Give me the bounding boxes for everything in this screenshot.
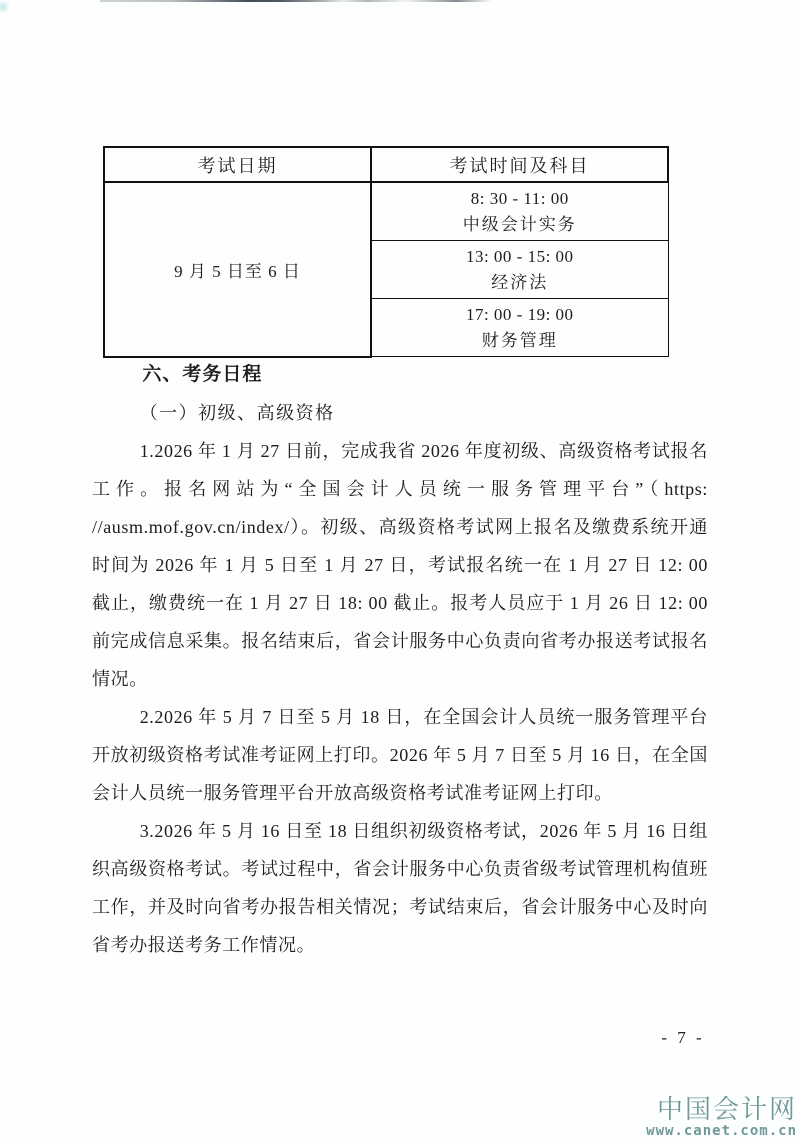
- session-1-subject: 中级会计实务: [462, 214, 577, 234]
- session-cell-2: [371, 241, 668, 299]
- table-header-row: [104, 147, 668, 182]
- section-heading: 六、考务日程: [142, 364, 263, 385]
- watermark-site-url: www.canet.com.cn: [646, 1123, 797, 1139]
- column-header-exam-time-subject: 考试时间及科目: [371, 147, 668, 182]
- paragraph-2: 2.2026 年 5 月 7 日至 5 月 18 日，在全国会计人员统一服务管理平台开放初级资格考试准考证网上打印。2026 年 5 月 7 日至 5 月 16 日，在全国会计人员统一服务管理平台开放高级资格考试准考证网上打印。: [92, 707, 708, 803]
- session-2-time: 13: 00 - 15: 00: [465, 246, 574, 266]
- paragraph-3: 3.2026 年 5 月 16 日至 18 日组织初级资格考试，2026 年 5 月 16 日组织高级资格考试。考试过程中，省会计服务中心负责省级考试管理机构值班工作，并及时向省考办报告相关情况；考试结束后，省会计服务中心及时向省考办报送考务工作情况。: [92, 821, 708, 955]
- exam-schedule-table: [103, 146, 669, 358]
- table-row: [104, 182, 668, 241]
- column-header-exam-date: 考试日期: [104, 147, 371, 182]
- session-3-subject: 财务管理: [481, 330, 558, 350]
- session-2-subject: 经济法: [491, 272, 549, 292]
- session-3-time: 17: 00 - 19: 00: [465, 304, 574, 324]
- subsection-heading: （一）初级、高级资格: [139, 403, 335, 423]
- scan-edge-artifact: [100, 0, 492, 2]
- page-number: - 7 -: [661, 1028, 705, 1047]
- session-cell-1: [371, 182, 668, 241]
- session-1-time: 8: 30 - 11: 00: [470, 188, 569, 208]
- corner-smudge-artifact: [0, 2, 10, 14]
- session-cell-3: [371, 299, 668, 357]
- paragraph-1: 1.2026 年 1 月 27 日前，完成我省 2026 年度初级、高级资格考试报名工作。报名网站为“全国会计人员统一服务管理平台”（https: //ausm.mof.gov.cn/index/）。初级、高级资格考试网上报名及缴费系统开通时间为 2026 年 1 月 5 日至 1 月 27 日，考试报名统一在 1 月 27 日 12: 00 截止，缴费统一在 1 月 27 日 18: 00 截止。报考人员应于 1 月 26 日 12: 00 前完成信息采集。报名结束后，省会计服务中心负责向省考办报送考试报名情况。: [92, 441, 708, 689]
- watermark: [646, 1096, 797, 1138]
- document-body: [92, 356, 708, 964]
- watermark-site-name: 中国会计网: [656, 1094, 797, 1124]
- exam-date-cell: 9 月 5 日至 6 日: [104, 182, 371, 357]
